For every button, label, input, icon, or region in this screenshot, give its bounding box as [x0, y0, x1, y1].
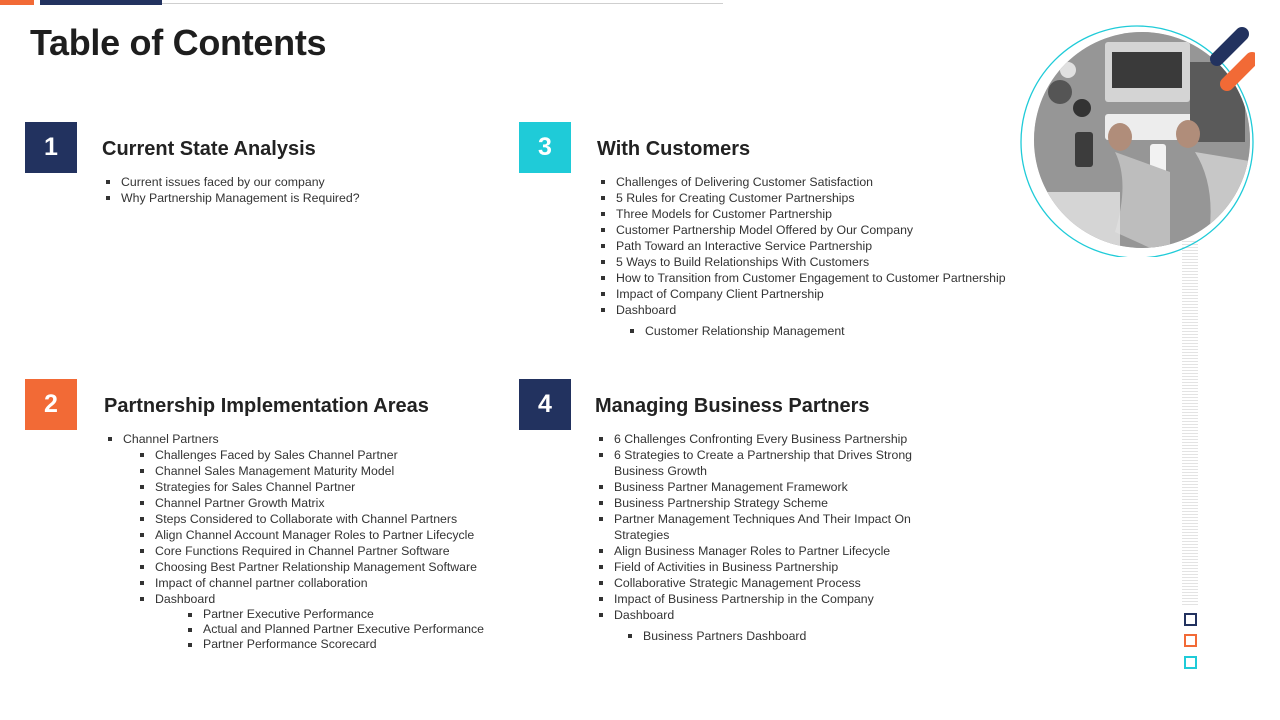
- list-sub-sub-item: Partner Performance Scorecard: [203, 637, 484, 652]
- page-title: Table of Contents: [30, 22, 327, 63]
- section-number-badge: 1: [25, 122, 77, 173]
- section-items: [616, 174, 1006, 339]
- list-item: Challenges of Delivering Customer Satisfaction: [616, 174, 1006, 190]
- list-sub-item: Align Channel Account Manager Roles to Partner Lifecycle: [155, 527, 484, 543]
- list-item: Dashboard: [614, 607, 944, 623]
- list-sub-item: Business Partners Dashboard: [643, 628, 944, 644]
- orange-square-icon: [1184, 634, 1197, 647]
- list-item: 6 Strategies to Create a Partnership that Drives Strong Business Growth: [614, 447, 944, 479]
- section-items: [123, 431, 484, 652]
- section-title: With Customers: [597, 138, 751, 160]
- section-number-badge: 3: [519, 122, 571, 173]
- list-sub-item: Impact of channel partner collaboration: [155, 575, 484, 591]
- list-item: Customer Partnership Model Offered by Our Company: [616, 222, 1006, 238]
- list-sub-item: Choosing Best Partner Relationship Management Software: [155, 559, 484, 575]
- list-item: Impact of Company Client Partnership: [616, 286, 1006, 302]
- workspace-photo: [1020, 22, 1255, 257]
- list-item: 5 Rules for Creating Customer Partnerships: [616, 190, 1006, 206]
- section-title: Managing Business Partners: [595, 395, 870, 417]
- list-sub-item: Channel Partner Growth Matrix: [155, 495, 484, 511]
- list-item: Current issues faced by our company: [121, 174, 360, 190]
- list-item: How to Transition from Customer Engagement to Customer Partnership: [616, 271, 1006, 285]
- list-sub-item: Core Functions Required in Channel Partner Software: [155, 543, 484, 559]
- section-items: [614, 431, 944, 644]
- accent-orange-segment: [0, 0, 34, 5]
- list-item: Field of Activities in Business Partnership: [614, 559, 944, 575]
- top-accent-bar: [0, 0, 723, 6]
- list-sub-sub-item: Actual and Planned Partner Executive Performance: [203, 622, 484, 636]
- list-item: Dashboard: [616, 302, 1006, 318]
- list-item: Business Partner Management Framework: [614, 479, 944, 495]
- list-sub-item: Steps Considered to Collaborate with Channel Partners: [155, 511, 484, 527]
- list-sub-item: Dashboard: [155, 591, 484, 607]
- list-item: Collaborative Strategic Management Process: [614, 575, 944, 591]
- list-sub-item: Strategies for Sales Channel Partner: [155, 479, 484, 495]
- section-items: [121, 174, 360, 206]
- list-item: 5 Ways to Build Relationships With Customers: [616, 254, 1006, 270]
- navy-square-icon: [1184, 613, 1197, 626]
- list-item: Path Toward an Interactive Service Partnership: [616, 238, 1006, 254]
- list-item: 6 Challenges Confronting Every Business Partnership: [614, 431, 944, 447]
- list-item: Partner Management Techniques And Their Impact On Strategies: [614, 511, 944, 543]
- list-sub-item: Challenges Faced by Sales Channel Partner: [155, 447, 484, 463]
- navy-pill-decoration: [1217, 34, 1242, 59]
- section-title: Current State Analysis: [102, 138, 316, 160]
- section-title: Partnership Implementation Areas: [104, 395, 429, 417]
- list-sub-item: Customer Relationship Management: [645, 323, 1006, 339]
- accent-divider-line: [162, 3, 723, 4]
- list-sub-item: Channel Sales Management Maturity Model: [155, 463, 484, 479]
- list-item: Impact of Business Partnership in the Company: [614, 591, 944, 607]
- list-item: Business Partnership Strategy Scheme: [614, 495, 944, 511]
- list-sub-sub-item: Partner Executive Performance: [203, 607, 484, 622]
- list-item: Channel Partners: [123, 431, 484, 447]
- section-number-badge: 4: [519, 379, 571, 430]
- decorative-rail: [1182, 240, 1198, 605]
- accent-navy-segment: [40, 0, 162, 5]
- list-item: Align Business Manager Roles to Partner Lifecycle: [614, 543, 944, 559]
- section-number-badge: 2: [25, 379, 77, 430]
- list-item: Why Partnership Management is Required?: [121, 191, 360, 205]
- list-item: Three Models for Customer Partnership: [616, 206, 1006, 222]
- orange-pill-decoration: [1227, 59, 1252, 84]
- cyan-square-icon: [1184, 656, 1197, 669]
